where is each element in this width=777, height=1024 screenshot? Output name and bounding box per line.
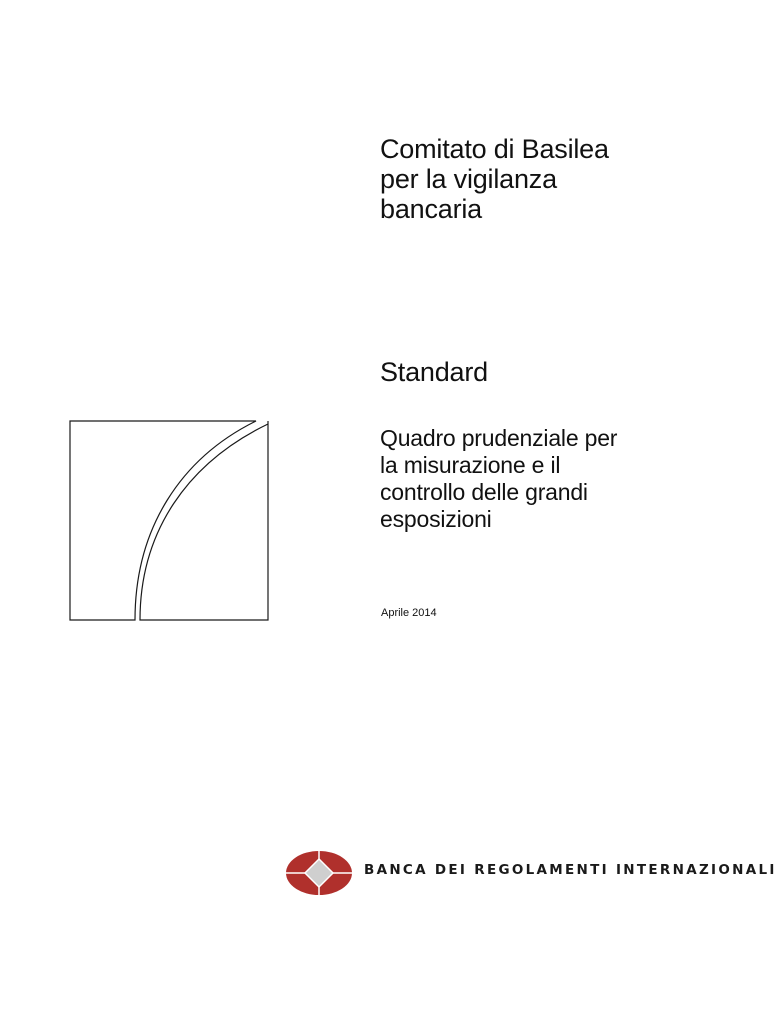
- committee-title-line-3: bancaria: [380, 194, 482, 224]
- publisher-name: BANCA DEI REGOLAMENTI INTERNAZIONALI: [364, 862, 777, 878]
- document-title-line-3: controllo delle grandi: [380, 479, 588, 505]
- document-title: [380, 425, 700, 533]
- quarter-arc-square-icon: [69, 420, 269, 621]
- publication-date: Aprile 2014: [381, 607, 437, 619]
- emblem-right-panel: [140, 421, 268, 620]
- document-title-line-4: esposizioni: [380, 506, 492, 532]
- committee-title: [380, 134, 710, 224]
- document-title-line-2: la misurazione e il: [380, 452, 561, 478]
- document-type: Standard: [380, 357, 488, 387]
- bis-logo-icon: [285, 850, 353, 896]
- committee-title-line-1: Comitato di Basilea: [380, 134, 609, 164]
- committee-title-line-2: per la vigilanza: [380, 164, 557, 194]
- document-title-line-1: Quadro prudenziale per: [380, 425, 618, 451]
